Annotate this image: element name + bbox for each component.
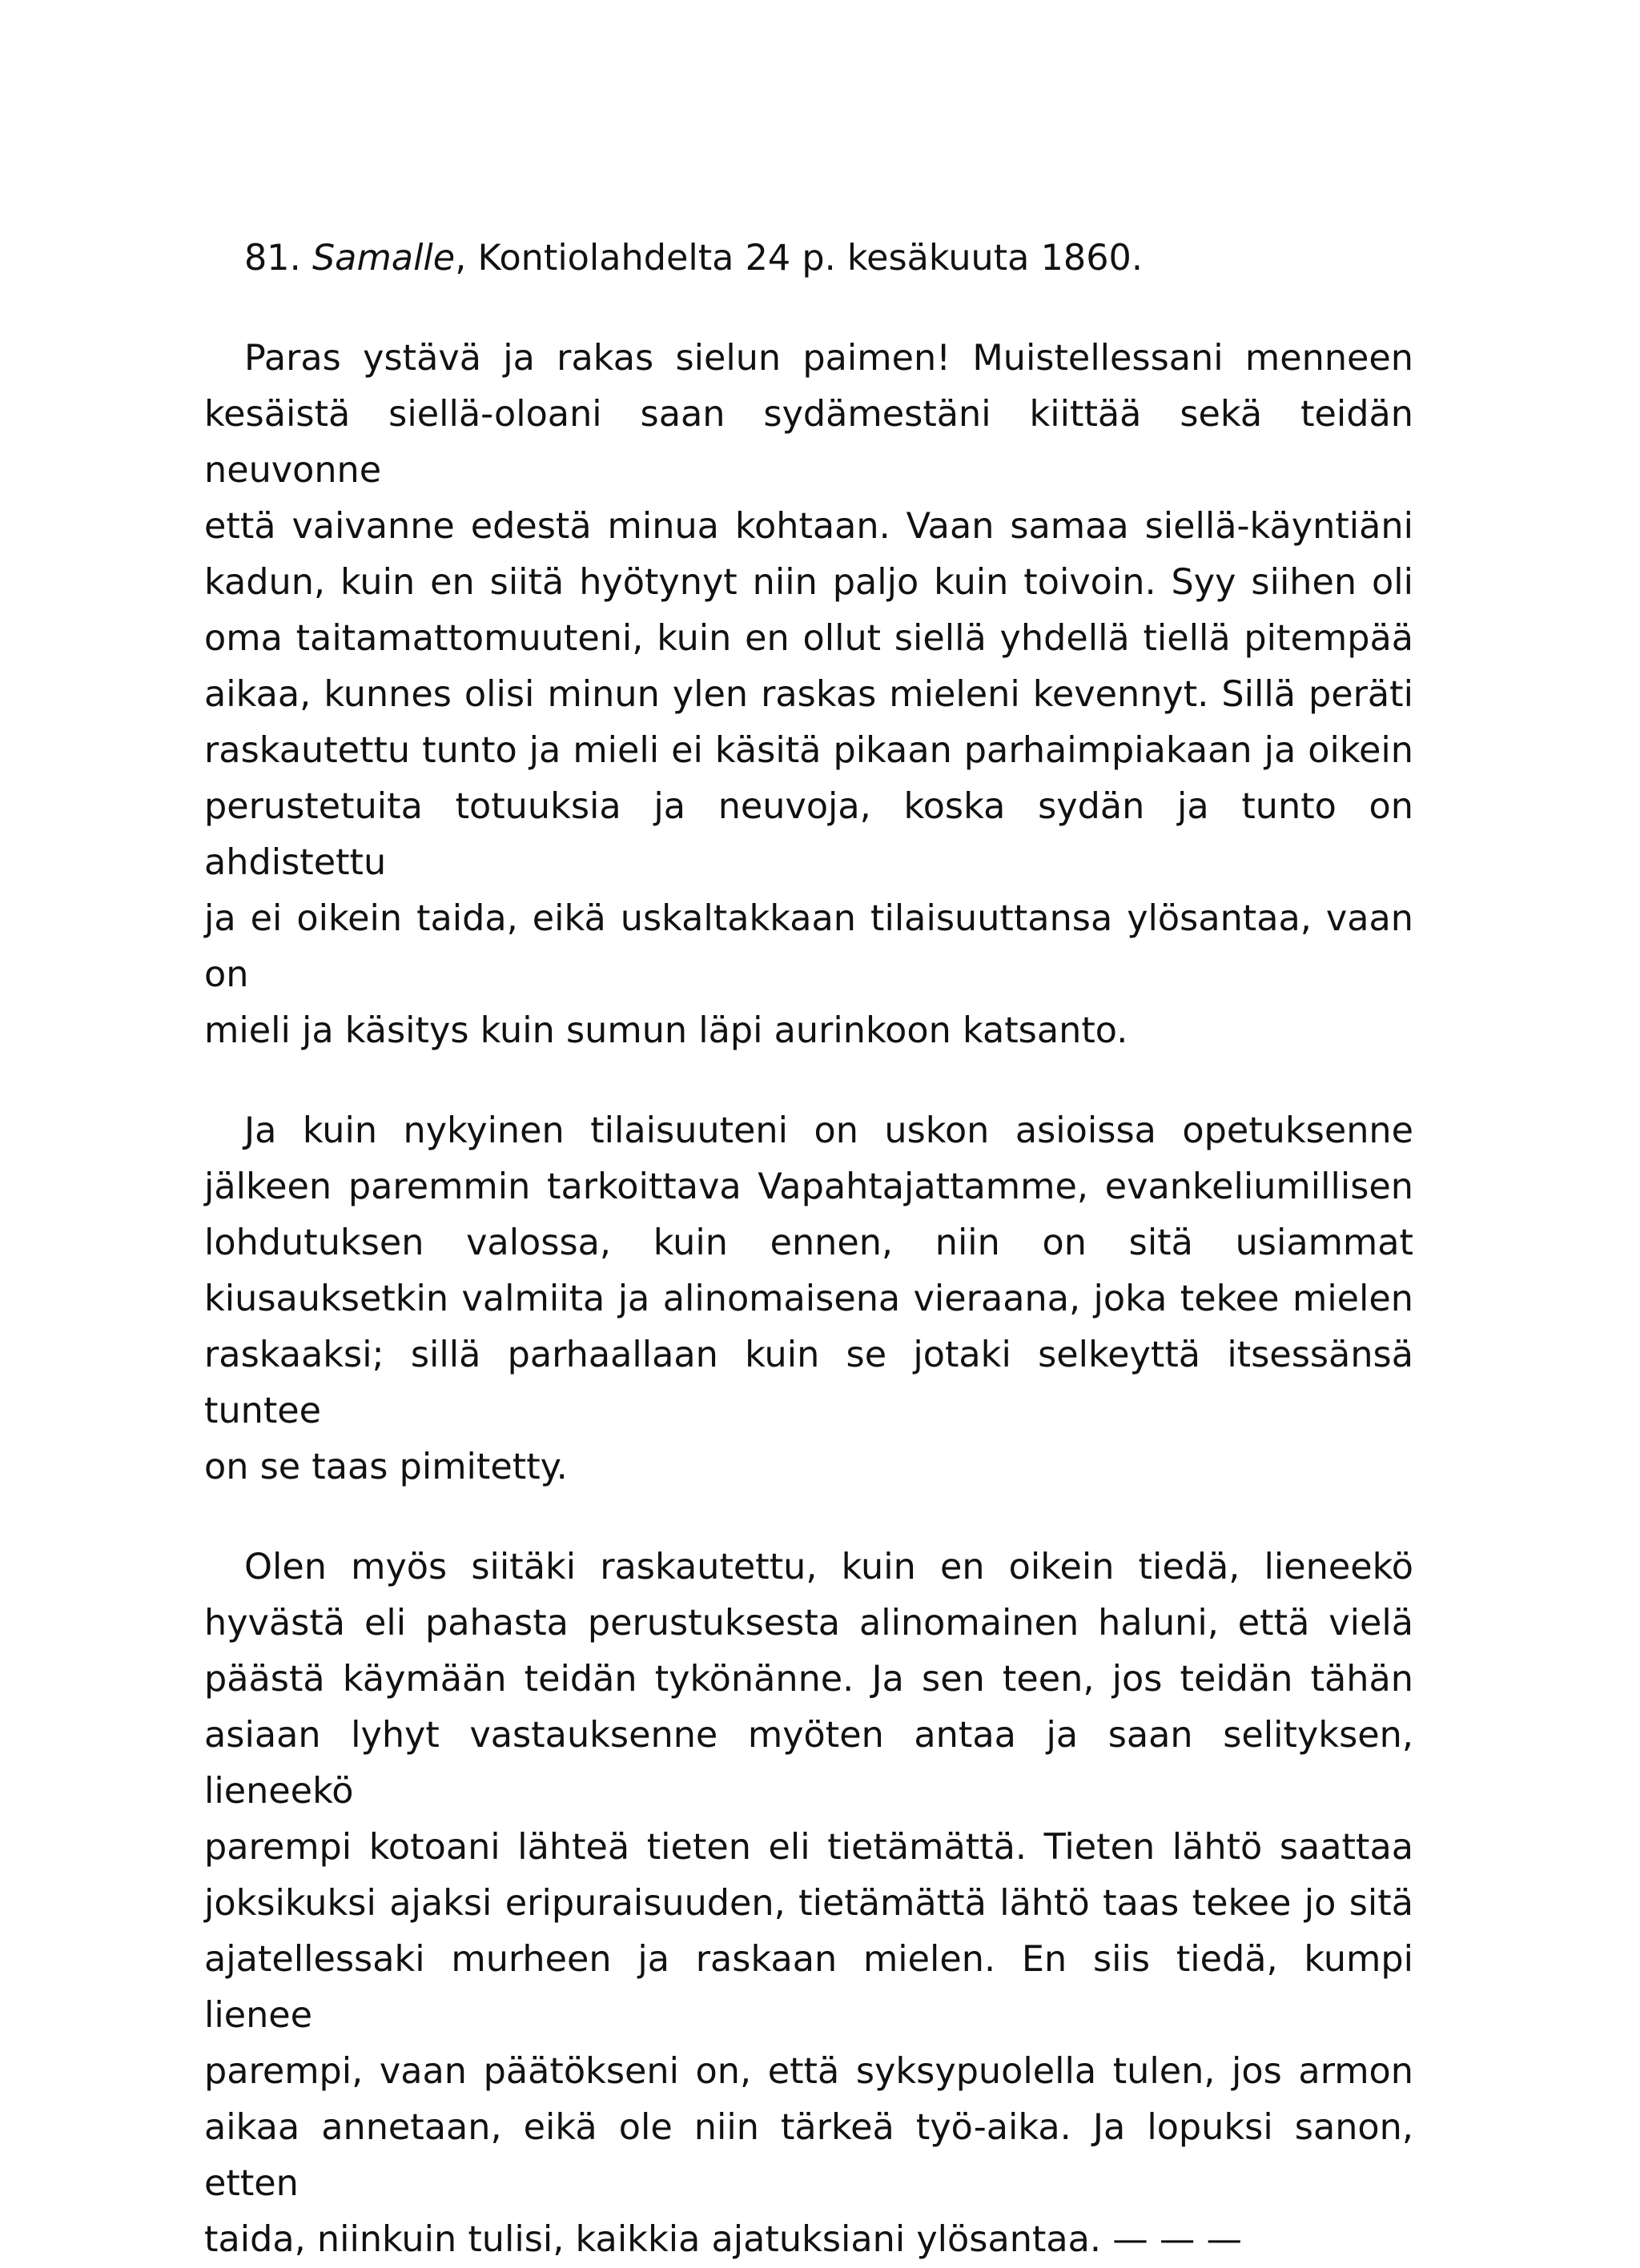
paragraph-line: Ja kuin nykyinen tilaisuuteni on uskon asioissa opetuksenne — [244, 1110, 1413, 1151]
paragraph-line: aikaa annetaan, eikä ole niin tärkeä työ-aika. Ja lopuksi sanon, etten — [204, 2107, 1413, 2204]
paragraph-line: oma taitamattomuuteni, kuin en ollut siellä yhdellä tiellä pitempää — [204, 618, 1413, 659]
paragraph-line: asiaan lyhyt vastauksenne myöten antaa ja saan selityksen, lieneekö — [204, 1715, 1413, 1812]
paragraph-line: raskaaksi; sillä parhaallaan kuin se jotaki selkeyttä itsessänsä tuntee — [204, 1335, 1413, 1431]
paragraph — [204, 1103, 1413, 1495]
paragraph-line: kadun, kuin en siitä hyötynyt niin paljo kuin toivoin. Syy siihen oli — [204, 562, 1413, 603]
paragraph-line: raskautettu tunto ja mieli ei käsitä pikaan parhaimpiakaan ja oikein — [204, 730, 1413, 771]
paragraph-line: perustetuita totuuksia ja neuvoja, koska sydän ja tunto on ahdistettu — [204, 786, 1413, 883]
paragraph-line: parempi kotoani lähteä tieten eli tietämättä. Tieten lähtö saattaa — [204, 1827, 1413, 1868]
paragraph-line: mieli ja käsitys kuin sumun läpi aurinkoon katsanto. — [204, 1010, 1128, 1051]
paragraph-line: päästä käymään teidän tykönänne. Ja sen teen, jos teidän tähän — [204, 1659, 1413, 1700]
paragraph-line: kiusauksetkin valmiita ja alinomaisena vieraana, joka tekee mielen — [204, 1279, 1413, 1319]
paragraph-line: kesäistä siellä-oloani saan sydämestäni kiittää sekä teidän neuvonne — [204, 394, 1413, 491]
letter-page — [204, 231, 1413, 2268]
paragraph-line: Olen myös siitäki raskautettu, kuin en oikein tiedä, lieneekö — [244, 1547, 1413, 1588]
paragraph — [204, 331, 1413, 1059]
letter-recipient: Samalle — [312, 238, 456, 279]
paragraph-line: että vaivanne edestä minua kohtaan. Vaan samaa siellä-käyntiäni — [204, 506, 1413, 547]
paragraph-line: jälkeen paremmin tarkoittava Vapahtajattamme, evankeliumillisen — [204, 1166, 1413, 1207]
paragraph-line: aikaa, kunnes olisi minun ylen raskas mieleni kevennyt. Sillä peräti — [204, 674, 1413, 715]
paragraph-line: lohdutuksen valossa, kuin ennen, niin on sitä usiammat — [204, 1222, 1413, 1263]
paragraph — [204, 1539, 1413, 2268]
paragraph-line: ja ei oikein taida, eikä uskaltakkaan tilaisuuttansa ylösantaa, vaan on — [204, 898, 1413, 995]
letter-heading — [204, 231, 1413, 287]
paragraph-line: on se taas pimitetty. — [204, 1447, 568, 1487]
letter-number: 81. — [244, 238, 301, 279]
letter-place-date: , Kontiolahdelta 24 p. kesäkuuta 1860. — [455, 238, 1143, 279]
paragraph-line: ajatellessaki murheen ja raskaan mielen. En siis tiedä, kumpi lienee — [204, 1939, 1413, 2036]
paragraph-line: parempi, vaan päätökseni on, että syksypuolella tulen, jos armon — [204, 2051, 1413, 2092]
letter-body — [204, 331, 1413, 2268]
paragraph-line: joksikuksi ajaksi eripuraisuuden, tietämättä lähtö taas tekee jo sitä — [204, 1883, 1413, 1924]
paragraph-line: taida, niinkuin tulisi, kaikkia ajatuksiani ylösantaa. — — — — [204, 2219, 1242, 2260]
paragraph-line: Paras ystävä ja rakas sielun paimen! Muistellessani menneen — [244, 338, 1413, 379]
paragraph-line: hyvästä eli pahasta perustuksesta alinomainen haluni, että vielä — [204, 1603, 1413, 1644]
